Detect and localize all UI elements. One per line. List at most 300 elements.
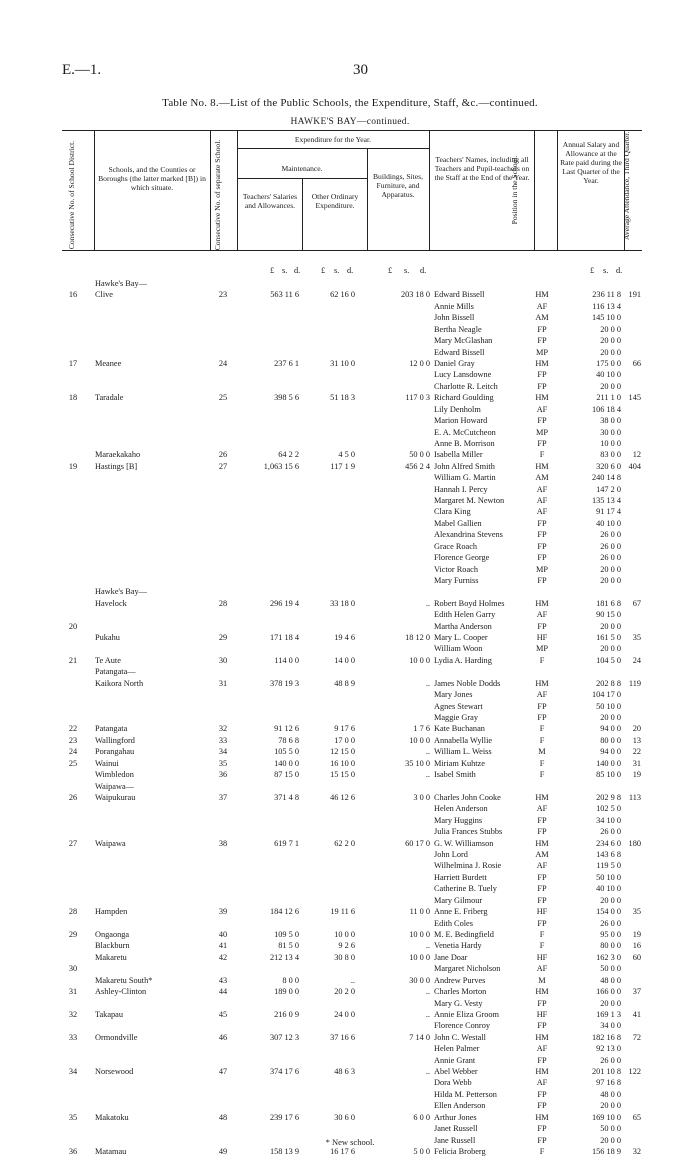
teacher-name: Mary L. Cooper (434, 633, 488, 642)
average-attendance: 66 (632, 358, 641, 368)
district-number: 20 (68, 621, 78, 631)
salaries-amount: 140 0 0 (274, 758, 299, 768)
header-top-rule (62, 130, 642, 131)
table-subtitle: HAWKE'S BAY—continued. (290, 117, 410, 127)
position: HM (535, 792, 549, 802)
average-attendance: 65 (632, 1112, 641, 1122)
school-number: 25 (218, 393, 228, 403)
school-number: 41 (218, 941, 228, 951)
other-expenditure-amount: 15 15 0 (330, 770, 355, 780)
annual-salary: 162 3 0 (596, 952, 621, 962)
buildings-amount: 60 17 0 (405, 838, 430, 848)
school-name: Patangata (95, 724, 128, 734)
teacher-name: Kate Buchanan (434, 724, 485, 734)
position: HM (535, 598, 549, 608)
table-row (62, 289, 642, 300)
position: MP (536, 347, 548, 357)
position: M (538, 747, 546, 757)
school-number: 47 (218, 1067, 228, 1076)
district-number: 21 (68, 655, 78, 665)
annual-salary: 85 10 0 (596, 770, 621, 780)
position: HM (535, 838, 549, 848)
annual-salary: 40 10 0 (596, 370, 621, 380)
school-name: Maraekakaho (95, 450, 141, 460)
table-row (62, 712, 642, 723)
table-row (62, 506, 642, 517)
other-expenditure-amount: 10 0 0 (334, 929, 355, 939)
annual-salary: 102 5 0 (596, 804, 621, 814)
annual-salary: 104 17 0 (591, 690, 621, 700)
table-row (62, 1077, 642, 1088)
table-row (62, 975, 642, 986)
buildings-amount: 7 14 0 (409, 1032, 430, 1042)
table-row (62, 347, 642, 358)
annual-salary: 119 5 0 (596, 861, 621, 871)
position: FP (537, 895, 547, 905)
salaries-amount: 81 5 0 (278, 941, 299, 951)
school-name: Havelock (95, 598, 127, 608)
annual-salary: 97 16 8 (596, 1078, 621, 1088)
position: FP (537, 1089, 547, 1099)
teacher-name: Dora Webb (434, 1078, 472, 1088)
table-row (62, 335, 642, 346)
salaries-amount: 371 4 8 (274, 792, 299, 802)
position: FP (537, 1135, 547, 1145)
table-row (62, 278, 642, 289)
position: HM (535, 461, 549, 471)
district-number: 29 (68, 929, 78, 939)
school-number: 43 (218, 975, 228, 985)
school-number: 45 (218, 1009, 228, 1019)
average-attendance: 60 (632, 952, 641, 962)
buildings-amount: .. (425, 598, 430, 608)
teacher-name: John Lord (434, 850, 468, 859)
header-school: Schools, and the Counties or Boroughs (the latter marked [B]) in which situate. (98, 165, 206, 192)
teacher-name: Charles Morton (434, 987, 487, 996)
average-attendance: 41 (632, 1009, 641, 1019)
district-number: 32 (68, 1009, 78, 1019)
teacher-name: Florence Conroy (434, 1021, 490, 1031)
district-number: 27 (68, 838, 78, 848)
average-attendance: 404 (628, 461, 641, 471)
annual-salary: 50 0 0 (600, 964, 621, 974)
position: MP (536, 427, 548, 437)
expenditure-rule (237, 148, 429, 149)
salaries-amount: 563 11 6 (270, 290, 299, 300)
position: FP (537, 621, 547, 631)
position: FP (537, 575, 547, 585)
other-expenditure-amount: 30 8 0 (334, 952, 355, 962)
teacher-name: Anne E. Friberg (434, 907, 488, 917)
teacher-name: Catherine B. Tuely (434, 884, 497, 894)
buildings-amount: 203 18 0 (400, 290, 430, 300)
table-row (62, 735, 642, 746)
position: FP (537, 884, 547, 894)
table-row (62, 895, 642, 906)
position: AF (536, 301, 548, 311)
table-row (62, 392, 642, 403)
annual-salary: 181 6 8 (596, 598, 621, 608)
annual-salary: 91 17 4 (596, 507, 621, 517)
buildings-amount: 117 0 3 (405, 393, 430, 403)
other-expenditure-amount: 30 6 0 (334, 1112, 355, 1122)
average-attendance: 13 (632, 735, 641, 745)
annual-salary: 50 10 0 (596, 872, 621, 882)
teacher-name: G. W. Williamson (434, 838, 494, 848)
salaries-amount: 378 19 3 (269, 678, 299, 688)
position: M (538, 975, 546, 985)
table-row (62, 301, 642, 312)
other-expenditure-amount: 17 0 0 (334, 735, 355, 745)
pence-unit: d. (294, 266, 301, 275)
shilling-unit: s. (603, 266, 609, 275)
pound-unit: £ (590, 266, 595, 275)
school-number: 48 (218, 1112, 228, 1122)
position: AF (536, 1078, 548, 1088)
teacher-name: Annie Eliza Groom (434, 1009, 499, 1019)
annual-salary: 40 10 0 (596, 518, 621, 528)
salaries-amount: 212 13 4 (269, 952, 299, 962)
position: AF (536, 964, 548, 974)
position: FP (537, 416, 547, 425)
teacher-name: Alexandrina Stevens (434, 530, 503, 540)
teacher-name: Arthur Jones (434, 1112, 477, 1122)
table-row (62, 427, 642, 438)
school-number: 35 (218, 758, 228, 768)
position: FP (537, 827, 547, 837)
table-row (62, 998, 642, 1009)
position: FP (537, 713, 547, 722)
teacher-name: Venetia Hardy (434, 941, 482, 951)
average-attendance: 119 (628, 678, 641, 688)
teacher-name: Daniel Gray (434, 358, 475, 368)
position: FP (537, 998, 547, 1008)
position: AF (536, 507, 548, 517)
teacher-name: Mary Furniss (434, 575, 479, 585)
position: AF (536, 610, 548, 620)
salaries-amount: 239 17 6 (269, 1112, 299, 1122)
average-attendance: 122 (628, 1067, 641, 1076)
annual-salary: 26 0 0 (600, 918, 621, 928)
table-row (62, 666, 642, 677)
salaries-amount: 296 19 4 (269, 598, 299, 608)
position: FP (537, 553, 547, 563)
table-row (62, 415, 642, 426)
annual-salary: 169 1 3 (596, 1009, 621, 1019)
table-row (62, 838, 642, 849)
school-number: 37 (218, 792, 228, 802)
teacher-name: Margaret Nicholson (434, 964, 501, 974)
header-annual-salary: Annual Salary and Allowance at the Rate paid during the Last Quarter of the Year. (560, 140, 622, 185)
salaries-amount: 109 5 0 (274, 929, 299, 939)
buildings-amount: 10 0 0 (409, 952, 430, 962)
teacher-name: Lucy Lansdowne (434, 370, 492, 380)
position: AF (536, 861, 548, 871)
teacher-name: M. E. Bedingfield (434, 929, 494, 939)
annual-salary: 26 0 0 (600, 827, 621, 837)
annual-salary: 26 0 0 (600, 541, 621, 551)
teacher-name: Julia Frances Stubbs (434, 827, 503, 837)
salaries-amount: 216 0 9 (274, 1009, 299, 1019)
school-name: Ongaonga (95, 929, 130, 939)
annual-salary: 20 0 0 (600, 381, 621, 391)
school-name: Pukahu (95, 633, 120, 642)
table-row (62, 1009, 642, 1020)
position: FP (537, 872, 547, 882)
pence-unit: d. (616, 266, 623, 275)
position: HM (535, 393, 549, 403)
buildings-amount: .. (425, 1009, 430, 1019)
school-name: Takapau (95, 1009, 123, 1019)
buildings-amount: 456 2 4 (405, 461, 430, 471)
school-name: Ormondville (95, 1032, 138, 1042)
annual-salary: 48 0 0 (600, 1089, 621, 1099)
school-number: 36 (218, 770, 228, 780)
annual-salary: 161 5 0 (596, 633, 621, 642)
average-attendance: 35 (632, 907, 641, 917)
teacher-name: Annie Mills (434, 301, 474, 311)
position: HM (535, 290, 549, 300)
school-name: Makaretu South* (95, 975, 153, 985)
annual-salary: 201 10 8 (591, 1067, 621, 1076)
teacher-name: Robert Boyd Holmes (434, 598, 505, 608)
table-row (62, 792, 642, 803)
salaries-amount: 619 7 1 (274, 838, 299, 848)
salaries-amount: 91 12 6 (274, 724, 299, 734)
other-expenditure-amount: 46 12 6 (330, 792, 355, 802)
teacher-name: Charlotte R. Leitch (434, 381, 498, 391)
annual-salary: 143 6 8 (596, 850, 621, 859)
table-row (62, 472, 642, 483)
table-row (62, 803, 642, 814)
header-buildings: Buildings, Sites, Furniture, and Apparatus. (372, 172, 423, 199)
salaries-amount: 189 0 0 (274, 987, 299, 996)
school-name: Makatoku (95, 1112, 129, 1122)
teacher-name: Mary Huggins (434, 815, 483, 825)
table-row (62, 564, 642, 575)
table-row (62, 849, 642, 860)
school-number: 33 (218, 735, 228, 745)
annual-salary: 202 9 8 (596, 792, 621, 802)
header-average-attendance: Average Attendance, Third Quarter. (622, 131, 631, 240)
pound-unit: £ (388, 266, 393, 275)
position: F (539, 758, 545, 768)
buildings-amount: .. (425, 941, 430, 951)
teacher-name: James Noble Dodds (434, 678, 501, 688)
teacher-name: Annie Grant (434, 1055, 476, 1065)
document-reference: E.—1. (62, 62, 102, 78)
annual-salary: 80 0 0 (600, 735, 621, 745)
annual-salary: 135 13 4 (591, 496, 621, 505)
header-bottom-rule (62, 250, 642, 251)
position: AF (536, 1044, 548, 1054)
annual-salary: 20 0 0 (600, 895, 621, 905)
teacher-name: Isabel Smith (434, 770, 476, 780)
table-row (62, 449, 642, 460)
school-name: Waipawa (95, 838, 126, 848)
table-row (62, 758, 642, 769)
table-row (62, 769, 642, 780)
position: FP (537, 518, 547, 528)
table-row (62, 598, 642, 609)
annual-salary: 104 5 0 (596, 655, 621, 665)
average-attendance: 35 (632, 633, 641, 642)
school-number: 34 (218, 747, 228, 757)
district-number: 36 (68, 1146, 78, 1156)
annual-salary: 95 0 0 (600, 929, 621, 939)
col-divider (94, 130, 95, 250)
currency-units-row (62, 265, 642, 276)
school-number: 30 (218, 655, 228, 665)
position: HF (536, 952, 548, 962)
teacher-name: Miriam Kuhtze (434, 758, 485, 768)
table-row (62, 541, 642, 552)
school-number: 28 (218, 598, 228, 608)
position: F (539, 929, 545, 939)
average-attendance: 145 (628, 393, 641, 403)
annual-salary: 20 0 0 (600, 575, 621, 585)
pound-unit: £ (270, 266, 275, 275)
school-name: Makaretu (95, 952, 127, 962)
teacher-name: William L. Weiss (434, 747, 492, 757)
other-expenditure-amount: 51 18 3 (330, 393, 355, 403)
school-name: Porangahau (95, 747, 135, 757)
school-name: Te Aute (95, 655, 121, 665)
salaries-amount: 114 0 0 (274, 655, 299, 665)
average-attendance: 31 (632, 758, 641, 768)
position: FP (537, 1101, 547, 1111)
table-row (62, 746, 642, 757)
annual-salary: 20 0 0 (600, 1101, 621, 1111)
annual-salary: 106 18 4 (591, 404, 621, 414)
footnote: * New school. (325, 1137, 375, 1147)
position: FP (537, 530, 547, 540)
school-name: Wimbledon (95, 770, 134, 780)
school-name: Hastings [B] (95, 461, 138, 471)
average-attendance: 16 (632, 941, 641, 951)
buildings-amount: 50 0 0 (409, 450, 430, 460)
average-attendance: 37 (632, 987, 641, 996)
other-expenditure-amount: 4 5 0 (338, 450, 355, 460)
other-expenditure-amount: 62 2 0 (334, 838, 355, 848)
teacher-name: Andrew Purves (434, 975, 486, 985)
header-position: Position in the School. (510, 155, 519, 225)
position: F (539, 941, 545, 951)
annual-salary: 30 0 0 (600, 427, 621, 437)
table-row (62, 1020, 642, 1031)
other-expenditure-amount: 48 8 9 (334, 678, 355, 688)
teacher-name: Ellen Anderson (434, 1101, 486, 1111)
position: FP (537, 918, 547, 928)
annual-salary: 26 0 0 (600, 1055, 621, 1065)
annual-salary: 20 0 0 (600, 347, 621, 357)
pence-unit: d. (420, 266, 427, 275)
table-row (62, 643, 642, 654)
table-row (62, 963, 642, 974)
teacher-name: Harriett Burdett (434, 872, 487, 882)
school-number: 27 (218, 461, 228, 471)
header-salaries: Teachers' Salaries and Allowances. (242, 192, 298, 210)
district-number: 19 (68, 461, 78, 471)
table-row (62, 906, 642, 917)
position: MP (536, 564, 548, 574)
buildings-amount: .. (425, 1067, 430, 1076)
table-row (62, 815, 642, 826)
teacher-name: Lydia A. Harding (434, 655, 492, 665)
buildings-amount: 10 0 0 (409, 655, 430, 665)
district-number: 18 (68, 393, 78, 403)
header-expenditure: Expenditure for the Year. (294, 135, 372, 144)
other-expenditure-amount: 19 11 6 (330, 907, 355, 917)
annual-salary: 90 15 0 (596, 610, 621, 620)
teacher-name: Mabel Gallien (434, 518, 482, 528)
other-expenditure-amount: 12 15 0 (330, 747, 355, 757)
school-number: 24 (218, 358, 228, 368)
table-row (62, 655, 642, 666)
position: FP (537, 370, 547, 380)
page-number: 30 (353, 62, 368, 78)
annual-salary: 156 18 9 (591, 1146, 621, 1156)
position: HM (535, 987, 549, 996)
school-name: Matamau (95, 1146, 127, 1156)
shilling-unit: s. (334, 266, 340, 275)
table-row (62, 826, 642, 837)
annual-salary: 94 0 0 (600, 724, 621, 734)
annual-salary: 169 10 0 (591, 1112, 621, 1122)
col-divider (429, 130, 430, 250)
school-name: Wainui (95, 758, 119, 768)
position: FP (537, 324, 547, 334)
average-attendance: 19 (632, 770, 641, 780)
average-attendance: 67 (632, 598, 641, 608)
annual-salary: 20 0 0 (600, 998, 621, 1008)
school-number: 31 (218, 678, 228, 688)
table-row (62, 609, 642, 620)
annual-salary: 20 0 0 (600, 713, 621, 722)
pence-unit: d. (347, 266, 354, 275)
header-maintenance: Maintenance. (281, 164, 323, 173)
table-row (62, 986, 642, 997)
school-number: 26 (218, 450, 228, 460)
table-row (62, 1146, 642, 1157)
teacher-name: Abel Webber (434, 1067, 478, 1076)
annual-salary: 50 10 0 (596, 701, 621, 711)
district-number: 34 (68, 1067, 78, 1076)
school-name: Clive (95, 290, 113, 300)
position: AF (536, 484, 548, 494)
teacher-name: Felicia Broberg (434, 1146, 486, 1156)
annual-salary: 20 0 0 (600, 621, 621, 631)
teacher-name: Maggie Gray (434, 713, 479, 722)
district-number: 35 (68, 1112, 78, 1122)
other-expenditure-amount: 24 0 0 (334, 1009, 355, 1019)
other-expenditure-amount: 9 17 6 (334, 724, 355, 734)
col-divider (210, 130, 211, 250)
school-name: Hampden (95, 907, 128, 917)
position: FP (537, 1021, 547, 1031)
position: AF (536, 804, 548, 814)
position: HM (535, 678, 549, 688)
teacher-name: Mary Jones (434, 690, 473, 700)
table-row (62, 723, 642, 734)
shilling-unit: s. (282, 266, 288, 275)
salaries-amount: 8 0 0 (282, 975, 299, 985)
average-attendance: 113 (628, 792, 641, 802)
annual-salary: 236 11 8 (592, 290, 621, 300)
buildings-amount: .. (425, 678, 430, 688)
table-row (62, 701, 642, 712)
position: HF (536, 907, 548, 917)
